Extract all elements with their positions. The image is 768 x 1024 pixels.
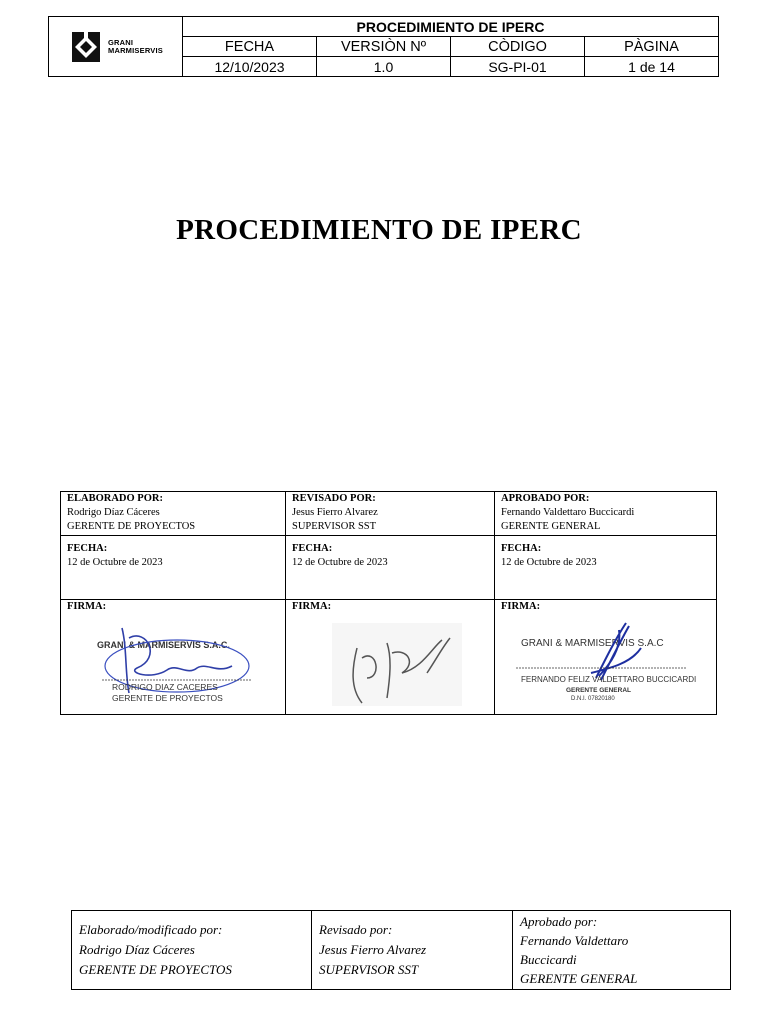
footer-elaborado-role: GERENTE DE PROYECTOS [79,962,232,977]
footer-aprobado-role: GERENTE GENERAL [520,971,638,986]
header-value-codigo: SG-PI-01 [451,57,585,77]
company-logo [49,30,182,64]
revisado-heading: REVISADO POR: [292,493,376,504]
footer-aprobado-cell [513,911,731,990]
aprobado-date-cell [495,536,717,600]
document-header-table [48,16,719,77]
header-label-fecha: FECHA [183,37,317,57]
aprobado-sign-label: FIRMA: [501,601,541,612]
footer-aprobado-name-line1: Fernando Valdettaro [520,933,629,948]
logo-text-line1: GRANI [108,37,134,47]
revisado-date-cell [286,536,495,600]
footer-elaborado-label: Elaborado/modificado por: [79,922,223,937]
revisado-cell [286,492,495,536]
revisado-signature-cell [286,600,495,715]
revisado-date-label: FECHA: [292,543,333,554]
approval-table [60,491,717,715]
aprobado-date: 12 de Octubre de 2023 [501,557,597,568]
revisado-signature [292,618,472,708]
footer-aprobado-label: Aprobado por: [520,914,598,929]
stamp-company: GRANI & MARMISERVIS S.A.C [521,638,664,649]
header-value-version: 1.0 [317,57,451,77]
elaborado-date-cell [61,536,286,600]
elaborado-name: Rodrigo Díaz Cáceres [67,507,160,518]
elaborado-date: 12 de Octubre de 2023 [67,557,163,568]
footer-table [71,910,731,990]
footer-revisado-label: Revisado por: [319,922,393,937]
document-title: PROCEDIMIENTO DE IPERC [176,214,582,246]
elaborado-heading: ELABORADO POR: [67,493,163,504]
header-label-pagina: PÀGINA [585,37,719,57]
stamp-name: RODRIGO DIAZ CACERES [112,682,218,692]
aprobado-signature-cell [495,600,717,715]
header-label-version: VERSIÒN Nº [317,37,451,57]
revisado-date: 12 de Octubre de 2023 [292,557,388,568]
footer-aprobado-name-line2: Buccicardi [520,952,577,967]
stamp-company: GRANI & MARMISERVIS S.A.C. [97,640,230,650]
aprobado-name: Fernando Valdettaro Buccicardi [501,507,635,518]
stamp-dni: D.N.I. 07820180 [571,696,615,702]
logo-text-line2: MARMISERVIS [108,45,163,55]
logo-diamond-icon [68,30,104,64]
header-value-pagina: 1 de 14 [585,57,719,77]
revisado-name: Jesus Fierro Alvarez [292,507,378,518]
elaborado-signature-stamp [67,618,257,708]
footer-revisado-cell [312,911,513,990]
company-logo-cell [49,17,183,77]
stamp-name: FERNANDO FELIZ VALDETTARO BUCCICARDI [521,675,697,684]
revisado-role: SUPERVISOR SST [292,521,377,532]
aprobado-heading: APROBADO POR: [501,493,590,504]
footer-revisado-name: Jesus Fierro Alvarez [319,942,427,957]
stamp-role: GERENTE DE PROYECTOS [112,693,223,703]
aprobado-cell [495,492,717,536]
elaborado-date-label: FECHA: [67,543,108,554]
footer-elaborado-name: Rodrigo Díaz Cáceres [79,942,195,957]
revisado-sign-label: FIRMA: [292,601,332,612]
aprobado-role: GERENTE GENERAL [501,521,601,532]
footer-elaborado-cell [72,911,312,990]
header-title: PROCEDIMIENTO DE IPERC [183,17,719,37]
stamp-role: GERENTE GENERAL [566,687,632,694]
aprobado-signature-stamp [501,618,701,708]
aprobado-date-label: FECHA: [501,543,542,554]
elaborado-sign-label: FIRMA: [67,601,107,612]
elaborado-signature-cell [61,600,286,715]
header-label-codigo: CÒDIGO [451,37,585,57]
footer-revisado-role: SUPERVISOR SST [319,962,419,977]
header-value-fecha: 12/10/2023 [183,57,317,77]
elaborado-role: GERENTE DE PROYECTOS [67,521,196,532]
elaborado-cell [61,492,286,536]
